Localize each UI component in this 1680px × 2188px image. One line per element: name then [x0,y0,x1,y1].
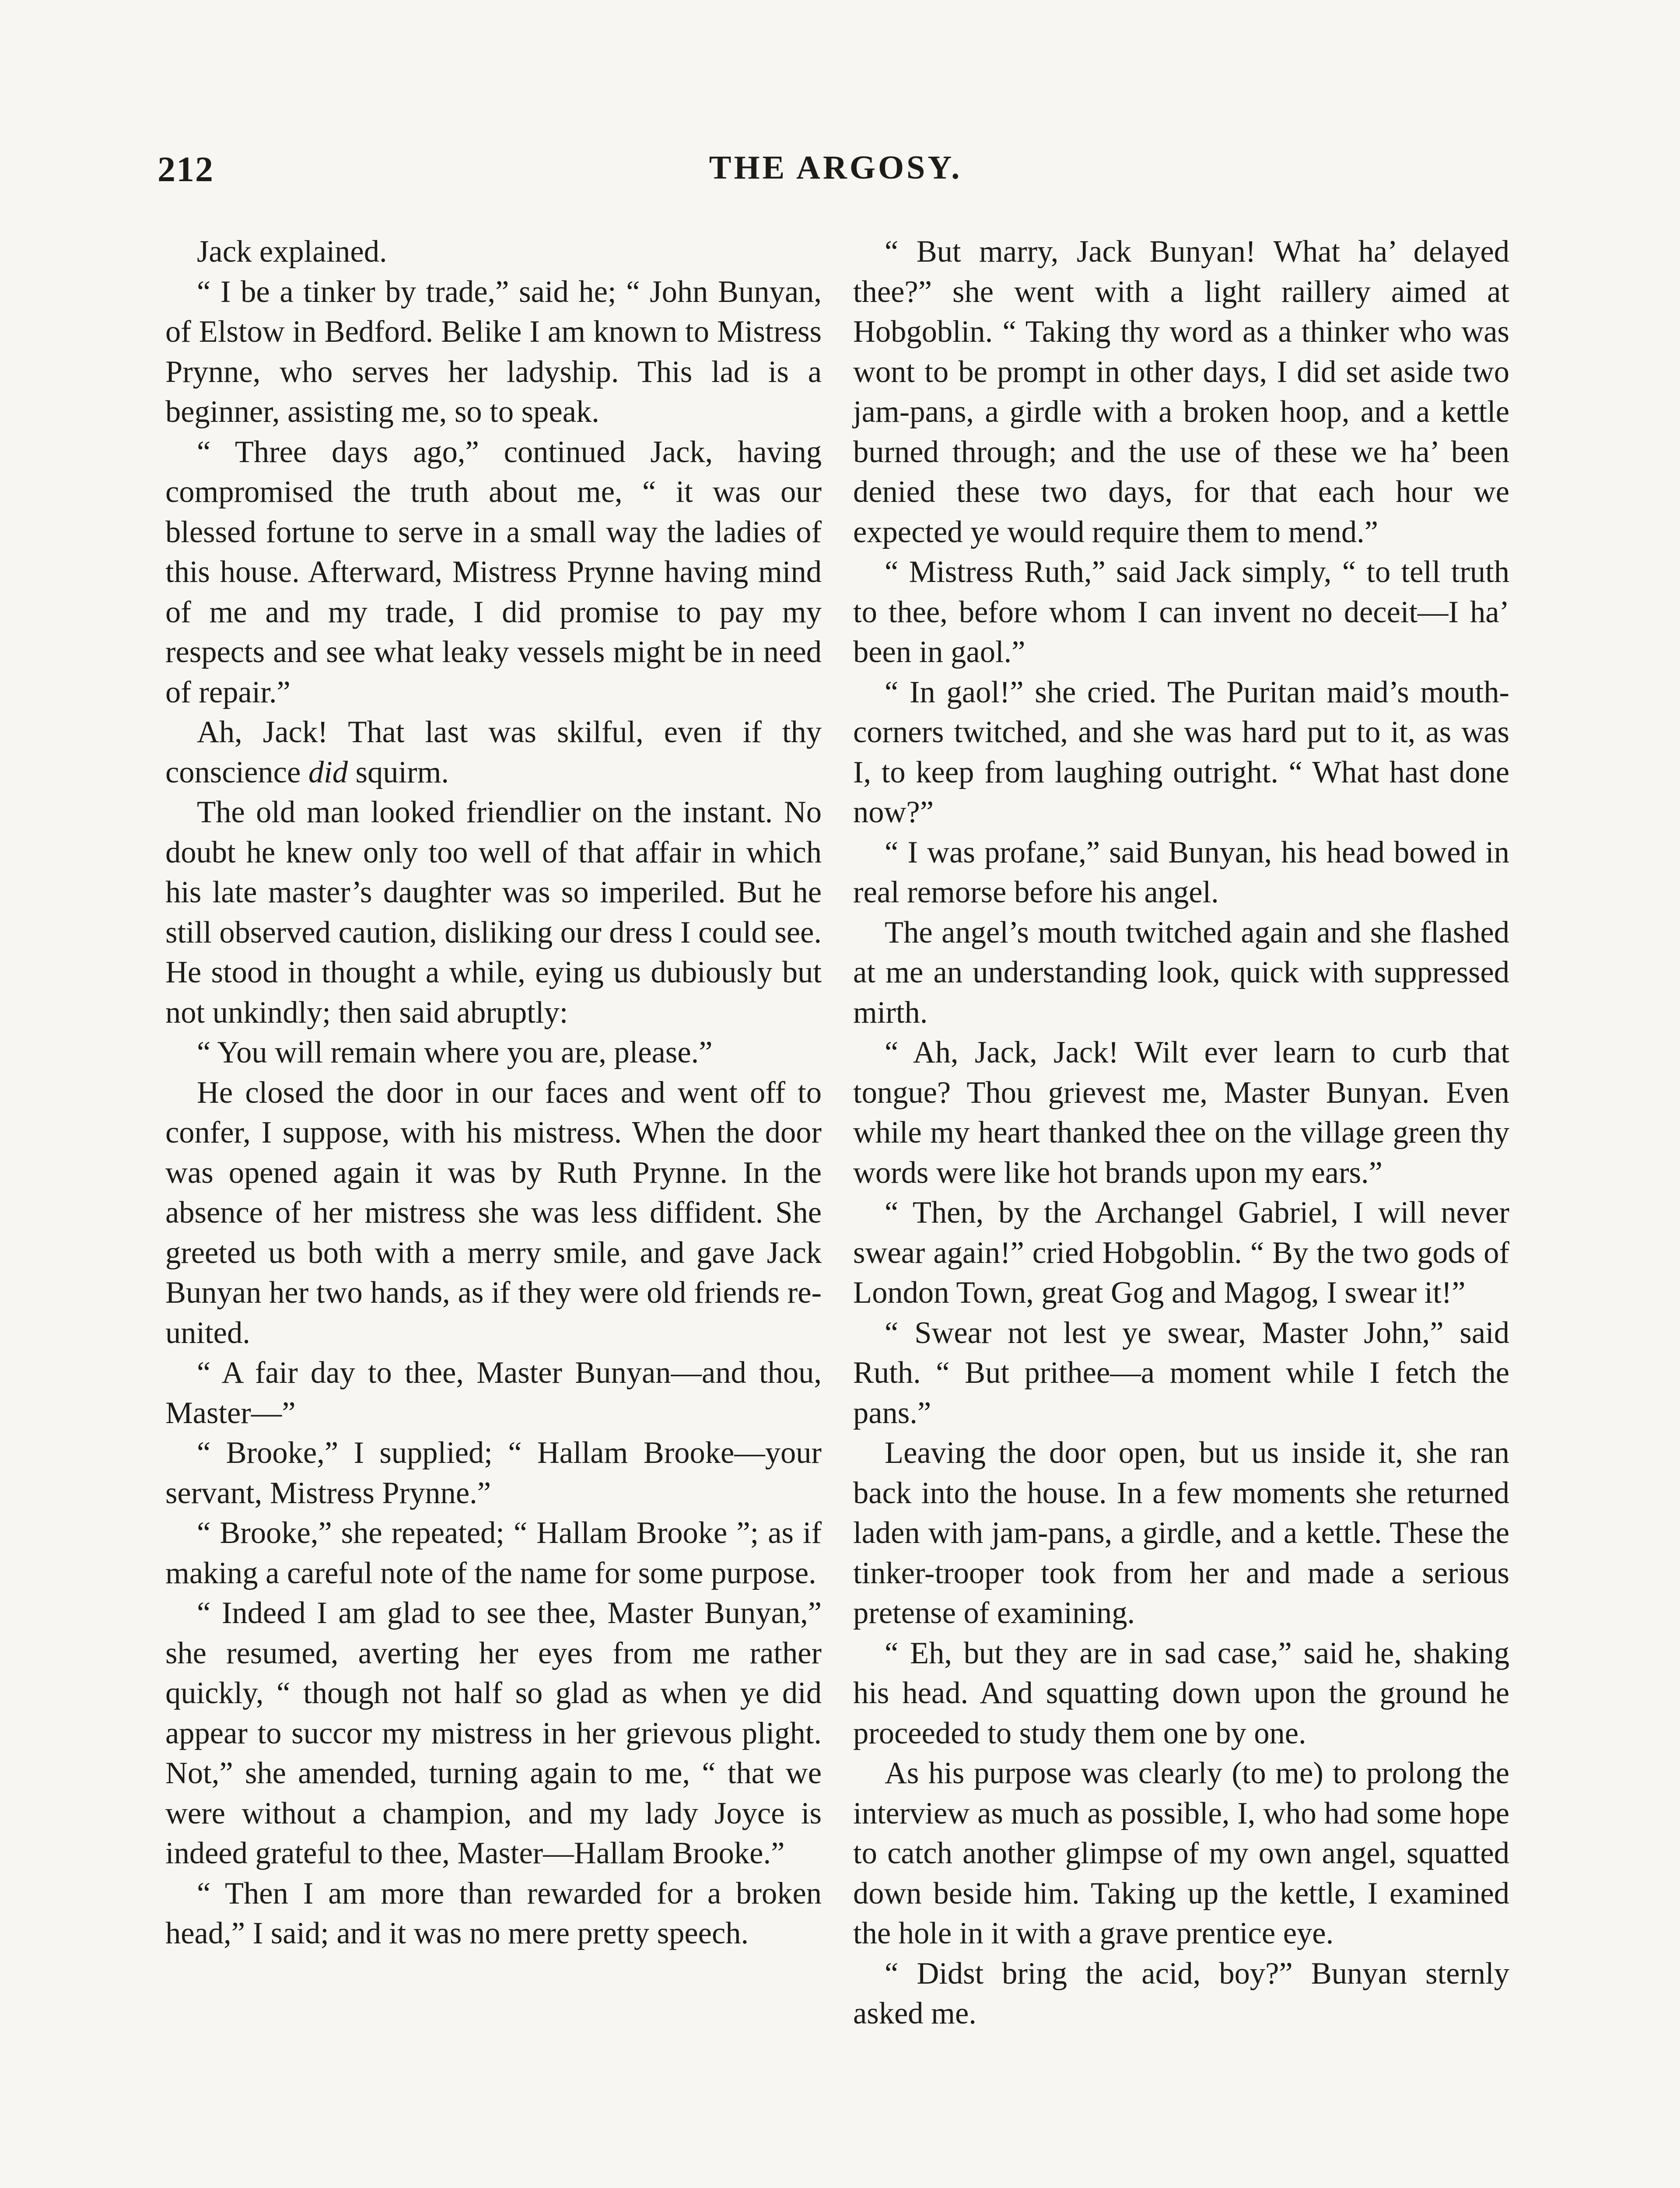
paragraph: “ You will remain where you are, please.” [197,1035,713,1069]
emphasis: did [308,755,348,789]
paragraph: “ Eh, but they are in sad case,” said he, shaking his head. And squatting down upon the ground he proceeded to study them one by one. [853,1636,1509,1750]
paragraph: “ But marry, Jack Bunyan! What ha’ delayed thee?” she went with a light raillery aimed at Hobgoblin. “ Taking thy word as a thinker who was wont to be prompt in other days, I did set aside two jam-pans, a girdle with a broken hoop, and a kettle burned through; and the use of these we ha’ been denied these two days, for that each hour we expected ye would require them to mend.” [853,235,1509,549]
right-column [853,232,1509,2034]
paragraph: The old man looked friendlier on the instant. No doubt he knew only too well of that affair in which his late master’s daughter was so imperiled. But he still observed caution, disliking our dress I could see. He stood in thought a while, eying us dubiously but not unkindly; then said abruptly: [165,795,822,1030]
paragraph: He closed the door in our faces and went off to confer, I suppose, with his mistress. When the door was opened again it was by Ruth Prynne. In the absence of her mistress she was less diffident. She greeted us both with a merry smile, and gave Jack Bunyan her two hands, as if they were old friends re-united. [165,1075,822,1350]
running-title: THE ARGOSY. [709,149,962,186]
paragraph: “ Didst bring the acid, boy?” Bunyan sternly asked me. [853,1956,1509,2030]
paragraph: “ Then, by the Archangel Gabriel, I will never swear again!” cried Hobgoblin. “ By the two gods of London Town, great Gog and Magog, I swear it!” [853,1196,1509,1310]
paragraph: “ I be a tinker by trade,” said he; “ John Bunyan, of Elstow in Bedford. Belike I am known to Mistress Prynne, who serves her ladyship. This lad is a beginner, assisting me, so to speak. [165,274,822,429]
paragraph: Jack explained. [197,235,387,269]
paragraph: Leaving the door open, but us inside it, she ran back into the house. In a few moments she returned laden with jam-pans, a girdle, and a kettle. These the tinker-trooper took from her and made a serious pretense of examining. [853,1436,1509,1630]
page-header [158,149,1514,214]
paragraph: As his purpose was clearly (to me) to prolong the interview as much as possible, I, who had some hope to catch another glimpse of my own angel, squatted down beside him. Taking up the kettle, I examined the hole in it with a grave prentice eye. [853,1756,1509,1950]
paragraph: “ Indeed I am glad to see thee, Master Bunyan,” she resumed, averting her eyes from me rather quickly, “ though not half so glad as when ye did appear to succor my mistress in her grievous plight. Not,” she amended, turning again to me, “ that we were without a champion, and my lady Joyce is indeed grateful to thee, Master—Hallam Brooke.” [165,1596,822,1870]
paragraph: “ Swear not lest ye swear, Master John,” said Ruth. “ But prithee—a moment while I fetch the pans.” [853,1315,1509,1430]
left-column [165,232,822,1954]
paragraph: “ Brooke,” I supplied; “ Hallam Brooke—your servant, Mistress Prynne.” [165,1436,822,1510]
paragraph: “ Mistress Ruth,” said Jack simply, “ to tell truth to thee, before whom I can invent no deceit—I ha’ been in gaol.” [853,555,1509,669]
paragraph: Ah, Jack! That last was skilful, even if thy conscience did squirm. [165,715,822,789]
paragraph: The angel’s mouth twitched again and she flashed at me an understanding look, quick with suppressed mirth. [853,915,1509,1030]
paragraph: “ In gaol!” she cried. The Puritan maid’s mouth-corners twitched, and she was hard put to it, as was I, to keep from laughing outright. “ What hast done now?” [853,675,1509,829]
paragraph: “ Then I am more than rewarded for a broken head,” I said; and it was no mere pretty speech. [165,1876,822,1950]
page-number: 212 [158,149,214,189]
paragraph: “ I was profane,” said Bunyan, his head bowed in real remorse before his angel. [853,835,1509,909]
paragraph: “ Ah, Jack, Jack! Wilt ever learn to curb that tongue? Thou grievest me, Master Bunyan. Even while my heart thanked thee on the village green thy words were like hot brands upon my ears.” [853,1035,1509,1190]
paragraph: “ A fair day to thee, Master Bunyan—and thou, Master—” [165,1356,822,1430]
paragraph: “ Three days ago,” continued Jack, having compromised the truth about me, “ it was our blessed fortune to serve in a small way the ladies of this house. Afterward, Mistress Prynne having mind of me and my trade, I did promise to pay my respects and see what leaky vessels might be in need of repair.” [165,435,822,709]
paragraph: “ Brooke,” she repeated; “ Hallam Brooke ”; as if making a careful note of the name for some purpose. [165,1516,822,1590]
